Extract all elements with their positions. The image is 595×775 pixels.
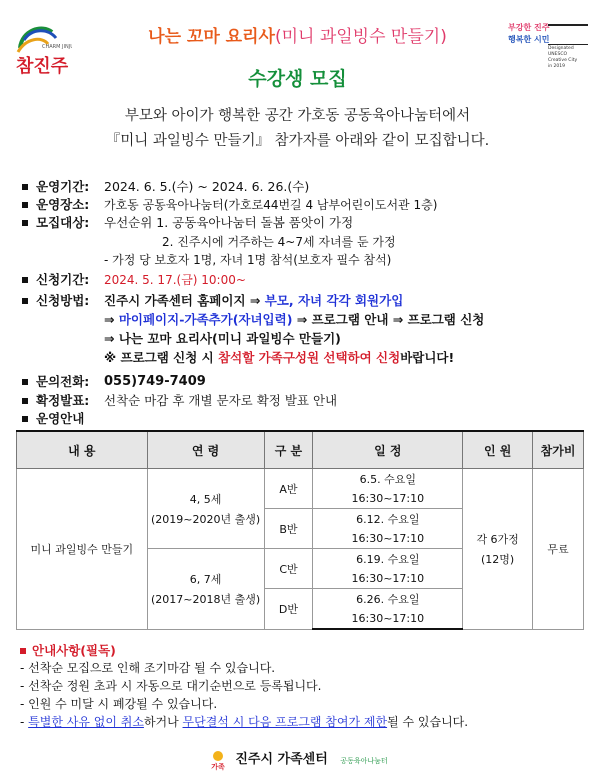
date-b: 6.12. 수요일 <box>313 509 463 529</box>
period-label: 운영기간: <box>36 179 90 194</box>
method-l4b: 참석할 가족구성원 선택하여 신청 <box>218 350 401 365</box>
header-content: 내 용 <box>17 431 148 469</box>
schedule-table <box>16 430 584 630</box>
method-l1a: 진주시 가족센터 홈페이지 ⇒ <box>104 293 265 308</box>
bullet-icon <box>22 184 28 190</box>
class-c: C반 <box>264 549 313 589</box>
header-class: 구 분 <box>264 431 313 469</box>
age-cell-1 <box>147 469 264 549</box>
time-b: 16:30~17:10 <box>313 529 463 549</box>
note-last-b: 하거나 <box>143 715 183 729</box>
intro-line2: 『미니 과일빙수 만들기』 참가자를 아래와 같이 모집합니다. <box>105 133 490 149</box>
announce-label: 확정발표: <box>36 393 90 408</box>
table-row <box>17 469 584 489</box>
date-c: 6.19. 수요일 <box>313 549 463 569</box>
footer <box>0 748 595 771</box>
bullet-icon <box>22 398 28 404</box>
note-last-d: 될 수 있습니다. <box>387 715 469 729</box>
date-d: 6.26. 수요일 <box>313 589 463 609</box>
method-l4c: 바랍니다! <box>400 350 455 365</box>
slogan-line1: 부강한 진주 <box>508 23 550 32</box>
capacity-cell <box>463 469 533 630</box>
notes-title-text: 안내사항(필독) <box>32 643 116 658</box>
info-ops <box>22 410 84 428</box>
age-2: 6, 7세 <box>189 572 222 586</box>
footer-org: 진주시 가족센터 <box>235 752 328 767</box>
page-subtitle: 수강생 모집 <box>248 68 347 90</box>
class-d: D반 <box>264 589 313 630</box>
info-announce <box>22 392 338 410</box>
content-cell: 미니 과일빙수 만들기 <box>17 469 148 630</box>
bullet-icon <box>22 298 28 304</box>
note-last-c: 무단결석 시 다음 프로그램 참여가 제한 <box>182 715 388 729</box>
target-line2: 2. 진주시에 거주하는 4~7세 자녀를 둔 가정 <box>162 235 396 249</box>
ops-label: 운영안내 <box>36 411 85 426</box>
method-l1b: 부모, 자녀 각각 회원가입 <box>264 293 404 308</box>
method-line3: ⇒ 나는 꼬마 요리사(미니 과일빙수 만들기) <box>104 331 341 346</box>
info-period <box>22 178 310 196</box>
method-l4a: ※ 프로그램 신청 시 <box>104 350 219 365</box>
table-header-row <box>17 431 584 469</box>
logo-mark-text: 가족 <box>211 762 226 771</box>
bullet-icon <box>22 220 28 226</box>
title-paren: (미니 과일빙수 만들기) <box>274 27 447 47</box>
age-1: 4, 5세 <box>189 492 222 506</box>
target-line1: 우선순위 1. 공동육아나눔터 돌봄 품앗이 가정 <box>104 215 354 230</box>
phone-value: 055)749-7409 <box>104 374 206 389</box>
slogan-line2: 행복한 시민 <box>508 35 550 44</box>
period-value: 2024. 6. 5.(수) ~ 2024. 6. 26.(수) <box>104 179 310 194</box>
note-last-a: 특별한 사유 없이 취소 <box>28 715 144 729</box>
method-label: 신청방법: <box>36 293 90 308</box>
place-label: 운영장소: <box>36 197 90 212</box>
target-label: 모집대상: <box>36 215 90 230</box>
intro-line1: 부모와 아이가 행복한 공간 가호동 공동육아나눔터에서 <box>124 108 471 124</box>
bullet-icon <box>22 202 28 208</box>
unesco-note1: Designated UNESCO <box>548 46 574 57</box>
time-a: 16:30~17:10 <box>313 489 463 509</box>
notes-title <box>20 641 116 659</box>
fee-cell: 무료 <box>533 469 584 630</box>
place-value: 가호동 공동육아나눔터(가호로44번길 4 남부어린이도서관 1층) <box>104 198 438 212</box>
fortress-icon <box>548 24 588 45</box>
time-c: 16:30~17:10 <box>313 569 463 589</box>
bullet-icon <box>22 379 28 385</box>
unesco-note2: Creative City <box>548 58 578 63</box>
info-apply-period <box>22 271 246 289</box>
birth-2: (2017~2018년 출생) <box>151 592 261 606</box>
header-schedule: 일 정 <box>313 431 463 469</box>
note-item-2: - 선착순 정원 초과 시 자동으로 대기순번으로 등록됩니다. <box>20 679 322 693</box>
class-b: B반 <box>264 509 313 549</box>
apply-period-value: 2024. 5. 17.(금) 10:00~ <box>104 273 246 287</box>
date-a: 6.5. 수요일 <box>313 469 463 489</box>
page-title <box>0 22 595 47</box>
method-l2c: ⇒ 프로그램 안내 ⇒ 프로그램 신청 <box>292 312 485 327</box>
note-item-4: - 특별한 사유 없이 취소하거나 무단결석 시 다음 프로그램 참여가 제한될 수 있습니다. <box>20 715 469 729</box>
note-item-1: - 선착순 모집으로 인해 조기마감 될 수 있습니다. <box>20 661 276 675</box>
info-place <box>22 196 438 214</box>
header-age: 연 령 <box>147 431 264 469</box>
header-capacity: 인 원 <box>463 431 533 469</box>
info-method <box>22 292 404 310</box>
apply-period-label: 신청기간: <box>36 272 90 287</box>
info-phone <box>22 373 206 391</box>
unesco-note3: in 2019 <box>548 64 565 69</box>
footer-partner: 공동육아나눔터 <box>340 757 388 765</box>
birth-1: (2019~2020년 출생) <box>151 512 261 526</box>
capacity-total: (12명) <box>481 552 515 566</box>
title-main: 나는 꼬마 요리사 <box>148 27 275 47</box>
class-a: A반 <box>264 469 313 509</box>
time-d: 16:30~17:10 <box>313 609 463 630</box>
header-fee: 참가비 <box>533 431 584 469</box>
capacity-value: 각 6가정 <box>476 532 519 546</box>
method-l2b: 마이페이지-가족추가(자녀입력) <box>118 312 293 327</box>
age-cell-2 <box>147 549 264 630</box>
target-line3: - 가정 당 보호자 1명, 자녀 1명 참석(보호자 필수 참석) <box>104 253 392 267</box>
phone-label: 문의전화: <box>36 374 90 389</box>
note-item-3: - 인원 수 미달 시 폐강될 수 있습니다. <box>20 697 218 711</box>
bullet-icon <box>22 277 28 283</box>
method-line2 <box>104 311 484 329</box>
bullet-icon <box>22 416 28 422</box>
logo-brand-text: 참진주 <box>16 56 69 77</box>
announce-value: 선착순 마감 후 개별 문자로 확정 발표 안내 <box>104 393 338 408</box>
method-line4 <box>104 349 454 367</box>
family-center-logo <box>207 749 229 771</box>
method-l2a: ⇒ <box>104 312 119 327</box>
info-target <box>22 214 354 232</box>
bullet-icon <box>20 648 26 654</box>
logo-tag-text: CHARM JINJU <box>42 44 72 50</box>
